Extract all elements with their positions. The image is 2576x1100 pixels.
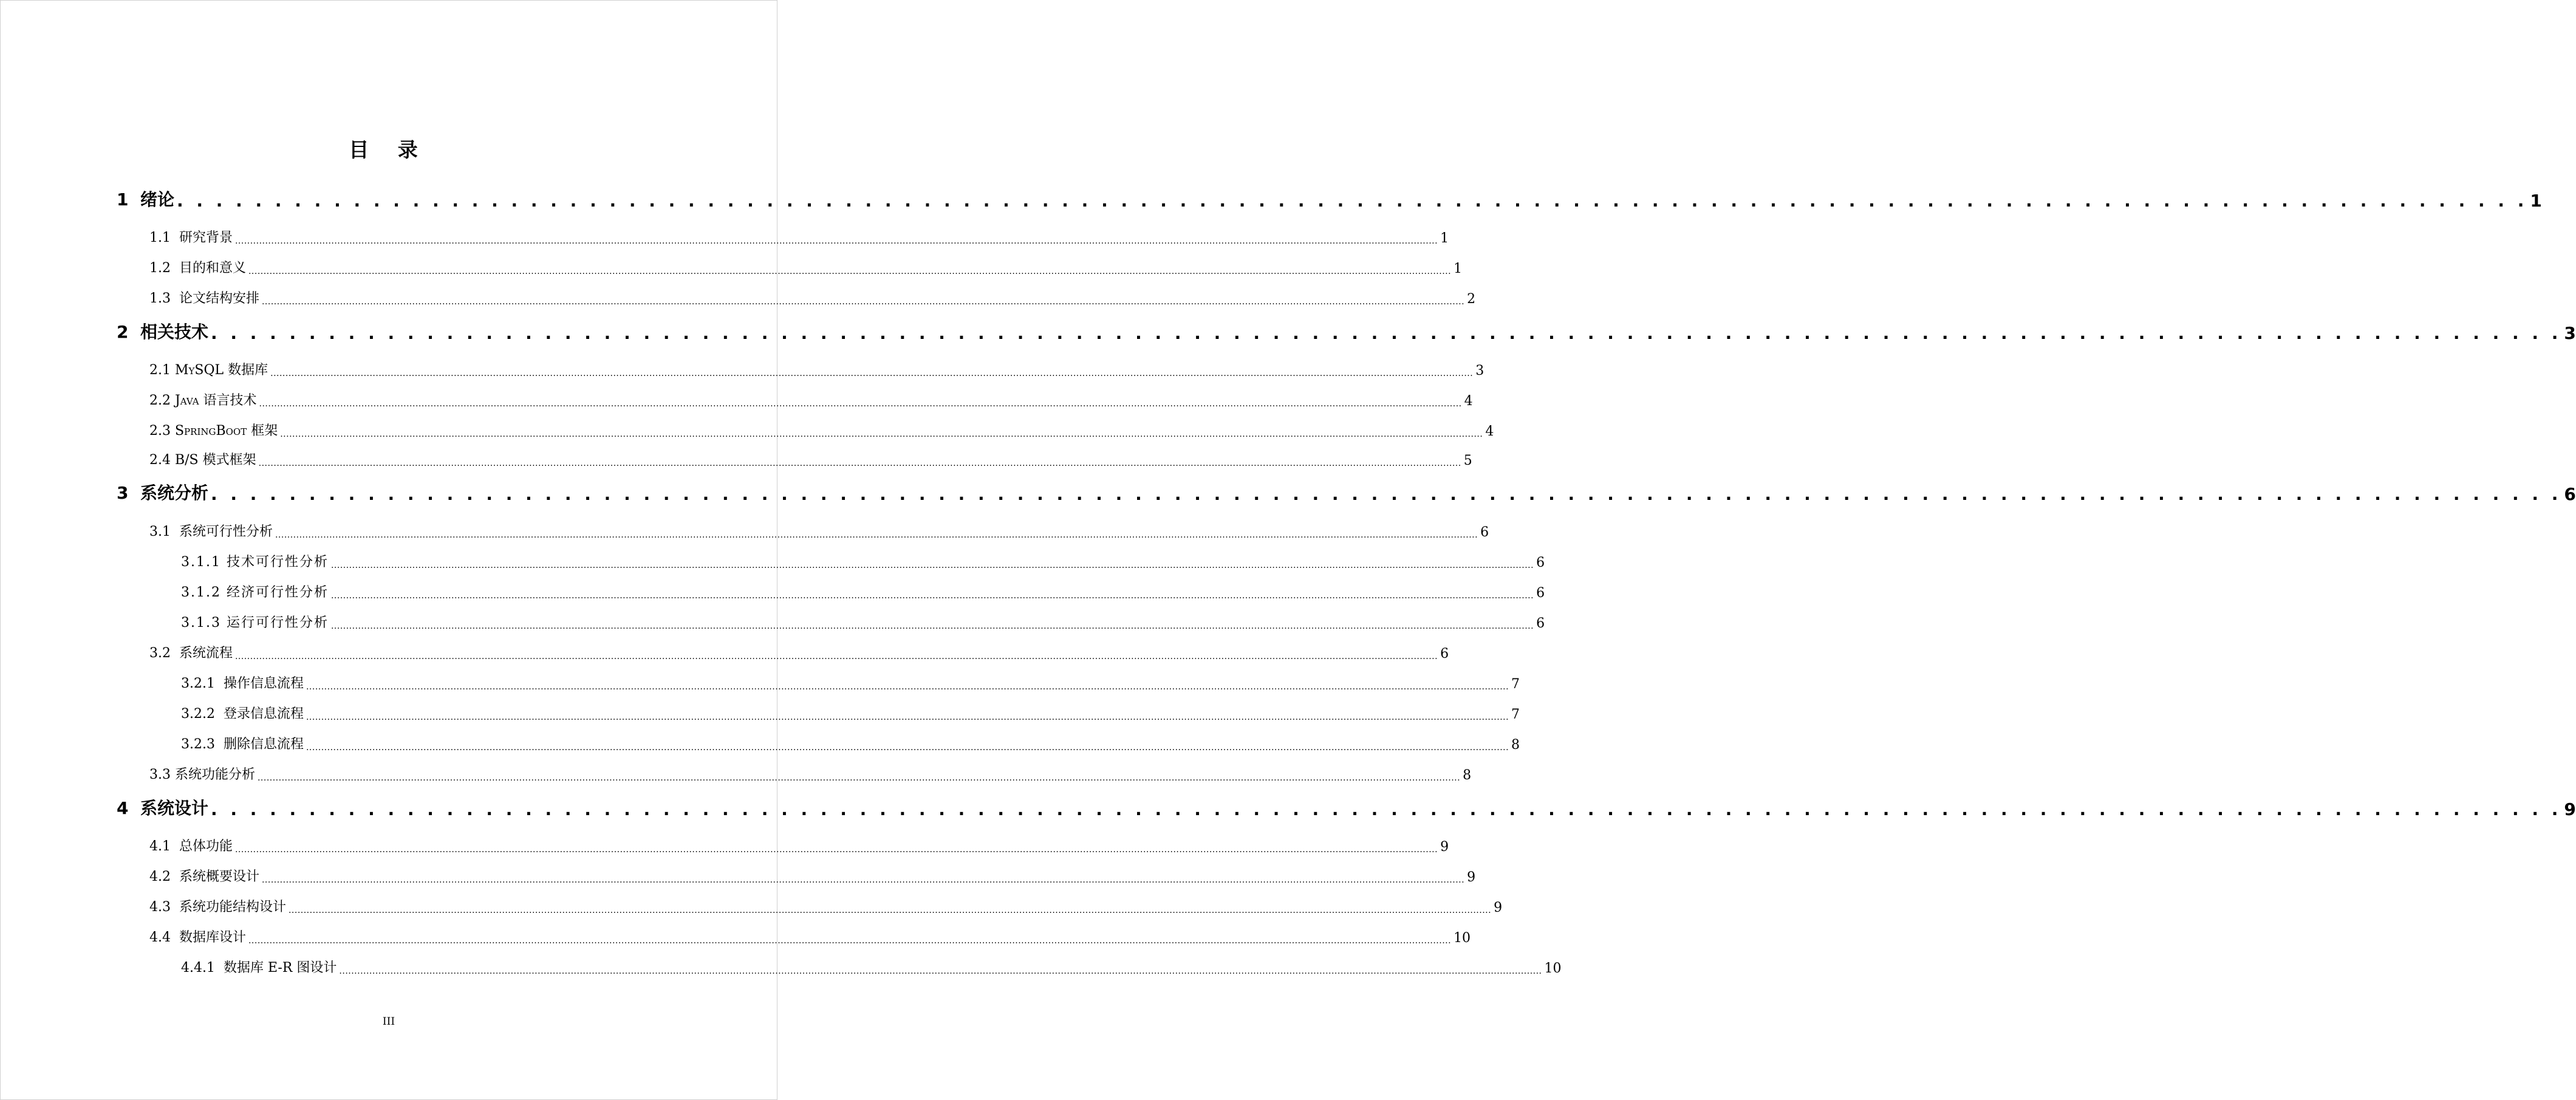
toc-entry[interactable] (181, 949, 1562, 976)
toc-entry-page: 8 (1511, 737, 1520, 753)
toc-entry-page: 6 (1536, 586, 1545, 601)
toc-leader-dots: ................................................................................................................................................................................................................................................................................................................................................................................................................ (258, 459, 1461, 468)
toc-entry-label: 2.1 MySQL 数据库 (149, 363, 268, 378)
toc-entry-label: 3.2 系统流程 (149, 646, 233, 661)
toc-entry-page: 9 (2564, 799, 2576, 819)
toc-entry-label: 3.1.1 技术可行性分析 (181, 555, 329, 570)
toc-entry-label: 3.2.3 删除信息流程 (181, 737, 304, 752)
toc-entry[interactable] (149, 919, 1471, 946)
toc-entry-page: 4 (1464, 394, 1473, 409)
toc-entry-label: 1.3 论文结构安排 (149, 291, 259, 306)
toc-leader-dots: ................................................................................................................................................................................................................................................................................................................................................................................................................ (306, 682, 1509, 692)
toc-leader-dots: ................................................................................................................................................................................................................................................................................................................................................................................................................ (257, 773, 1461, 783)
toc-entry-label: 4.4.1 数据库 E-R 图设计 (181, 960, 337, 975)
toc-leader-dots: ................................................................................................................................................................................................................................................................................................................................................................................................................ (261, 297, 1465, 307)
toc-leader-dots: ................................................................................................................................................................................................................................................................................................................................................................................................................ (306, 743, 1509, 753)
toc-entry-page: 6 (1480, 525, 1489, 540)
toc-entry[interactable] (149, 828, 1449, 855)
toc-entry-label: 4.3 系统功能结构设计 (149, 900, 286, 915)
toc-leader-dots: . . . . . . . . . . . . . . . . . . . . . . . . . . . . . . . . . . . . . . . . . . . . . . . . . . . . . . . . . . . . . . . . . . . . . . . . . . . . . . . . . . . . . . . . . . . . . . . . . . . . . . . . . . . . . . . . . . . . . . . . (210, 484, 2562, 504)
toc-entry[interactable] (149, 635, 1449, 661)
toc-entry[interactable] (149, 756, 1472, 783)
toc-entry-label: 4.1 总体功能 (149, 839, 233, 854)
toc-entry-label: 3.2.2 登录信息流程 (181, 706, 304, 722)
toc-leader-dots: ................................................................................................................................................................................................................................................................................................................................................................................................................ (288, 906, 1492, 915)
toc-entry-page: 1 (1454, 261, 1463, 276)
toc-leader-dots: ................................................................................................................................................................................................................................................................................................................................................................................................................ (275, 530, 1478, 540)
toc-leader-dots: ................................................................................................................................................................................................................................................................................................................................................................................................................ (248, 936, 1452, 946)
toc-entry[interactable] (117, 184, 2542, 211)
toc-leader-dots: ................................................................................................................................................................................................................................................................................................................................................................................................................ (259, 399, 1462, 409)
toc-entry-page: 10 (1544, 961, 1562, 976)
toc-entry[interactable] (149, 250, 1463, 276)
toc-entry[interactable] (181, 665, 1520, 692)
toc-entry[interactable] (181, 695, 1520, 722)
toc-leader-dots: ................................................................................................................................................................................................................................................................................................................................................................................................................ (339, 966, 1542, 976)
toc-leader-dots: . . . . . . . . . . . . . . . . . . . . . . . . . . . . . . . . . . . . . . . . . . . . . . . . . . . . . . . . . . . . . . . . . . . . . . . . . . . . . . . . . . . . . . . . . . . . . . . . . . . . . . . . . . . . . . . . . . . . . . . . (176, 191, 2528, 211)
toc-entry[interactable] (149, 513, 1489, 540)
toc-entry-label: 3.1.3 运行可行性分析 (181, 615, 329, 630)
toc-entry-label: 3.1.2 经济可行性分析 (181, 585, 329, 600)
toc-entry-label: 2.2 Java 语言技术 (149, 393, 257, 408)
page-number: III (382, 1016, 395, 1028)
toc-entry[interactable] (149, 280, 1476, 307)
toc-entry[interactable] (181, 574, 1545, 601)
toc-entry-label: 1.1 研究背景 (149, 230, 233, 245)
toc-entry-page: 7 (1511, 707, 1520, 722)
toc-leader-dots: ................................................................................................................................................................................................................................................................................................................................................................................................................ (330, 561, 1534, 570)
toc-entry-label: 3.3 系统功能分析 (149, 767, 255, 782)
toc-entry-page: 3 (2564, 323, 2576, 343)
toc-leader-dots: . . . . . . . . . . . . . . . . . . . . . . . . . . . . . . . . . . . . . . . . . . . . . . . . . . . . . . . . . . . . . . . . . . . . . . . . . . . . . . . . . . . . . . . . . . . . . . . . . . . . . . . . . . . . . . . . . . . . . . . . (210, 799, 2562, 819)
toc-entry-page: 6 (2564, 484, 2576, 504)
toc-entry-page: 1 (1440, 231, 1449, 246)
toc-entry[interactable] (149, 858, 1476, 885)
toc-entry-page: 6 (1440, 646, 1449, 661)
toc-entry-label: 4.2 系统概要设计 (149, 869, 259, 884)
toc-entry-label: 3.2.1 操作信息流程 (181, 676, 304, 691)
toc-title: 目 录 (349, 138, 429, 162)
toc-entry[interactable] (117, 477, 2576, 504)
toc-entry-page: 7 (1511, 677, 1520, 692)
toc-entry-label: 2 相关技术 (117, 322, 208, 342)
toc-entry-page: 6 (1536, 616, 1545, 631)
toc-entry-label: 1 绪论 (117, 190, 174, 210)
toc-leader-dots: ................................................................................................................................................................................................................................................................................................................................................................................................................ (280, 429, 1483, 439)
toc-leader-dots: ................................................................................................................................................................................................................................................................................................................................................................................................................ (330, 591, 1534, 601)
toc-entry-page: 4 (1485, 424, 1494, 439)
toc-leader-dots: ................................................................................................................................................................................................................................................................................................................................................................................................................ (248, 267, 1452, 276)
toc-entry-page: 3 (1475, 363, 1484, 378)
toc-leader-dots: ................................................................................................................................................................................................................................................................................................................................................................................................................ (234, 236, 1438, 246)
toc-entry-label: 1.2 目的和意义 (149, 261, 246, 276)
toc-leader-dots: . . . . . . . . . . . . . . . . . . . . . . . . . . . . . . . . . . . . . . . . . . . . . . . . . . . . . . . . . . . . . . . . . . . . . . . . . . . . . . . . . . . . . . . . . . . . . . . . . . . . . . . . . . . . . . . . . . . . . . . . (210, 323, 2562, 343)
toc-entry-page: 9 (1440, 839, 1449, 855)
toc-entry[interactable] (181, 726, 1520, 753)
toc-entry-label: 3.1 系统可行性分析 (149, 524, 273, 539)
toc-entry[interactable] (181, 604, 1545, 631)
toc-entry-page: 2 (1467, 292, 1476, 307)
toc-entry-label: 2.3 SpringBoot 框架 (149, 423, 278, 439)
toc-leader-dots: ................................................................................................................................................................................................................................................................................................................................................................................................................ (270, 369, 1474, 378)
toc-entry[interactable] (149, 889, 1503, 915)
toc-entry-page: 5 (1463, 453, 1472, 468)
toc-leader-dots: ................................................................................................................................................................................................................................................................................................................................................................................................................ (234, 652, 1438, 661)
toc-entry-page: 1 (2530, 191, 2542, 211)
toc-entry[interactable] (149, 412, 1494, 439)
toc-entry-label: 2.4 B/S 模式框架 (149, 453, 256, 468)
toc-leader-dots: ................................................................................................................................................................................................................................................................................................................................................................................................................ (261, 875, 1465, 885)
toc-entry[interactable] (117, 316, 2576, 343)
toc-entry[interactable] (117, 793, 2576, 819)
toc-entry-page: 6 (1536, 555, 1545, 570)
toc-entry[interactable] (149, 442, 1472, 468)
toc-entry[interactable] (181, 544, 1545, 570)
toc-entry-label: 4 系统设计 (117, 798, 208, 818)
toc-entry-page: 8 (1463, 768, 1472, 783)
toc-entry-page: 9 (1467, 870, 1476, 885)
toc-entry[interactable] (149, 352, 1484, 378)
toc-entry[interactable] (149, 219, 1449, 246)
toc-leader-dots: ................................................................................................................................................................................................................................................................................................................................................................................................................ (306, 712, 1509, 722)
toc-leader-dots: ................................................................................................................................................................................................................................................................................................................................................................................................................ (330, 621, 1534, 631)
toc-entry-page: 9 (1494, 900, 1503, 915)
toc-entry-label: 3 系统分析 (117, 483, 208, 503)
toc-entry-label: 4.4 数据库设计 (149, 930, 246, 945)
toc-leader-dots: ................................................................................................................................................................................................................................................................................................................................................................................................................ (234, 845, 1438, 855)
toc-entry[interactable] (149, 382, 1473, 409)
toc-entry-page: 10 (1454, 931, 1471, 946)
